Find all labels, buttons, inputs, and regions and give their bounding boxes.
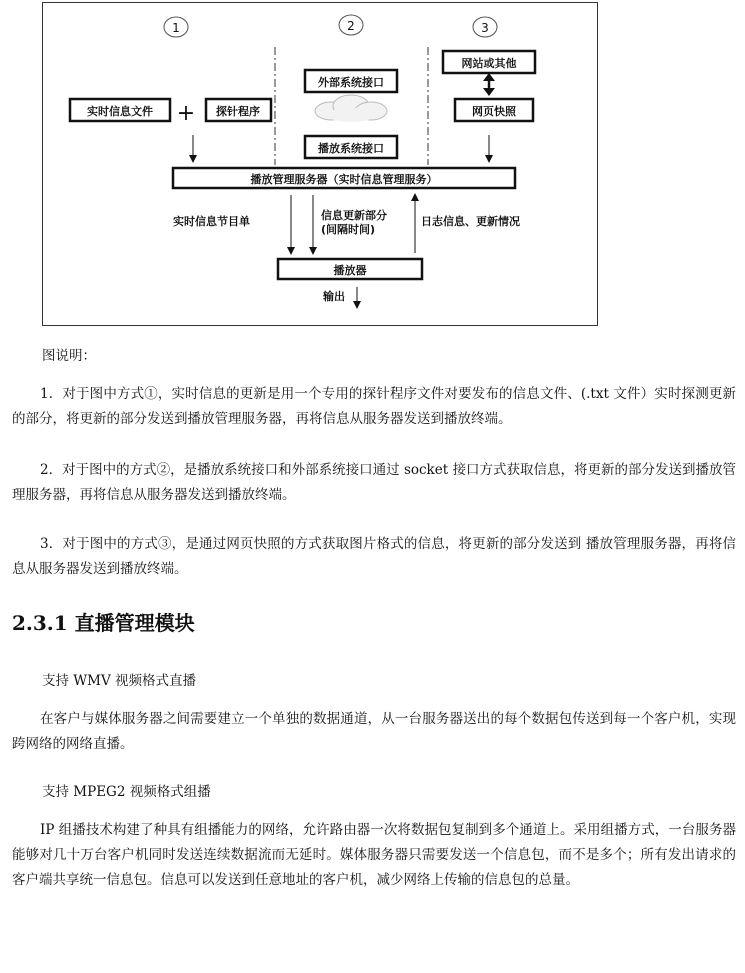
website-box bbox=[443, 51, 535, 73]
player-box bbox=[278, 259, 422, 279]
circle-label-2 bbox=[339, 15, 363, 35]
realtime-file-label: 实时信息文件 bbox=[87, 105, 153, 118]
update-part-label-1: 信息更新部分 bbox=[321, 209, 387, 222]
paragraph-method-3: 3．对于图中的方式③，是通过网页快照的方式获取图片格式的信息，将更新的部分发送到 播放管理服务器，再将信息从服务器发送到播放终端。 bbox=[12, 536, 736, 577]
circle-label-1 bbox=[164, 17, 188, 37]
subheading-wmv: 支持 WMV 视频格式直播 bbox=[42, 673, 197, 689]
double-arrow-down-head bbox=[483, 88, 495, 96]
update-part-label-2: (间隔时间) bbox=[321, 223, 376, 236]
external-interface-label: 外部系统接口 bbox=[318, 76, 384, 89]
output-label: 输出 bbox=[323, 290, 345, 303]
paragraph-wmv: 在客户与媒体服务器之间需要建立一个单独的数据通道，从一台服务器送出的每个数据包传送到每一个客户机，实现跨网络的网络直播。 bbox=[12, 711, 736, 752]
player-interface-label: 播放系统接口 bbox=[318, 142, 384, 155]
realtime-file-box bbox=[70, 99, 170, 121]
flow-diagram bbox=[42, 2, 598, 326]
server-box bbox=[173, 168, 515, 188]
section-heading: 2.3.1 直播管理模块 bbox=[12, 611, 195, 635]
website-label: 网站或其他 bbox=[461, 57, 517, 70]
plus-sign: + bbox=[176, 101, 196, 126]
program-list-label: 实时信息节目单 bbox=[173, 215, 250, 228]
snapshot-label: 网页快照 bbox=[472, 105, 516, 118]
player-interface-box bbox=[305, 136, 397, 158]
server-label: 播放管理服务器（实时信息管理服务） bbox=[250, 173, 438, 186]
player-label: 播放器 bbox=[333, 264, 367, 277]
snapshot-box bbox=[455, 99, 533, 121]
external-interface-box bbox=[305, 70, 397, 92]
cloud-icon bbox=[315, 95, 387, 122]
circle-label-2-text: 2 bbox=[347, 19, 355, 33]
circle-label-3-text: 3 bbox=[481, 21, 489, 35]
figure-caption: 图说明： bbox=[42, 348, 96, 364]
subheading-mpeg2: 支持 MPEG2 视频格式组播 bbox=[42, 784, 211, 800]
circle-label-1-text: 1 bbox=[172, 21, 180, 35]
diagram-canvas bbox=[43, 3, 599, 327]
circle-label-3 bbox=[473, 17, 497, 37]
paragraph-method-2: 2．对于图中的方式②，是播放系统接口和外部系统接口通过 socket 接口方式获取信息，将更新的部分发送到播放管理服务器，再将信息从服务器发送到播放终端。 bbox=[12, 462, 736, 503]
probe-label: 探针程序 bbox=[216, 105, 260, 118]
paragraph-method-1: 1．对于图中方式①，实时信息的更新是用一个专用的探针程序文件对要发布的信息文件、(.txt 文件）实时探测更新的部分，将更新的部分发送到播放管理服务器，再将信息从服务器发送到播放终端。 bbox=[12, 386, 736, 427]
paragraph-multicast: IP 组播技术构建了种具有组播能力的网络，允许路由器一次将数据包复制到多个通道上。采用组播方式，一台服务器能够对几十万台客户机同时发送连续数据流而无延时。媒体服务器只需要发送一个信息包，而不是多个；所有发出请求的客户端共享统一信息包。信息可以发送到任意地址的客户机，减少网络上传输的信息包的总量。 bbox=[12, 822, 736, 888]
probe-box bbox=[206, 99, 271, 121]
log-info-label: 日志信息、更新情况 bbox=[421, 215, 520, 228]
